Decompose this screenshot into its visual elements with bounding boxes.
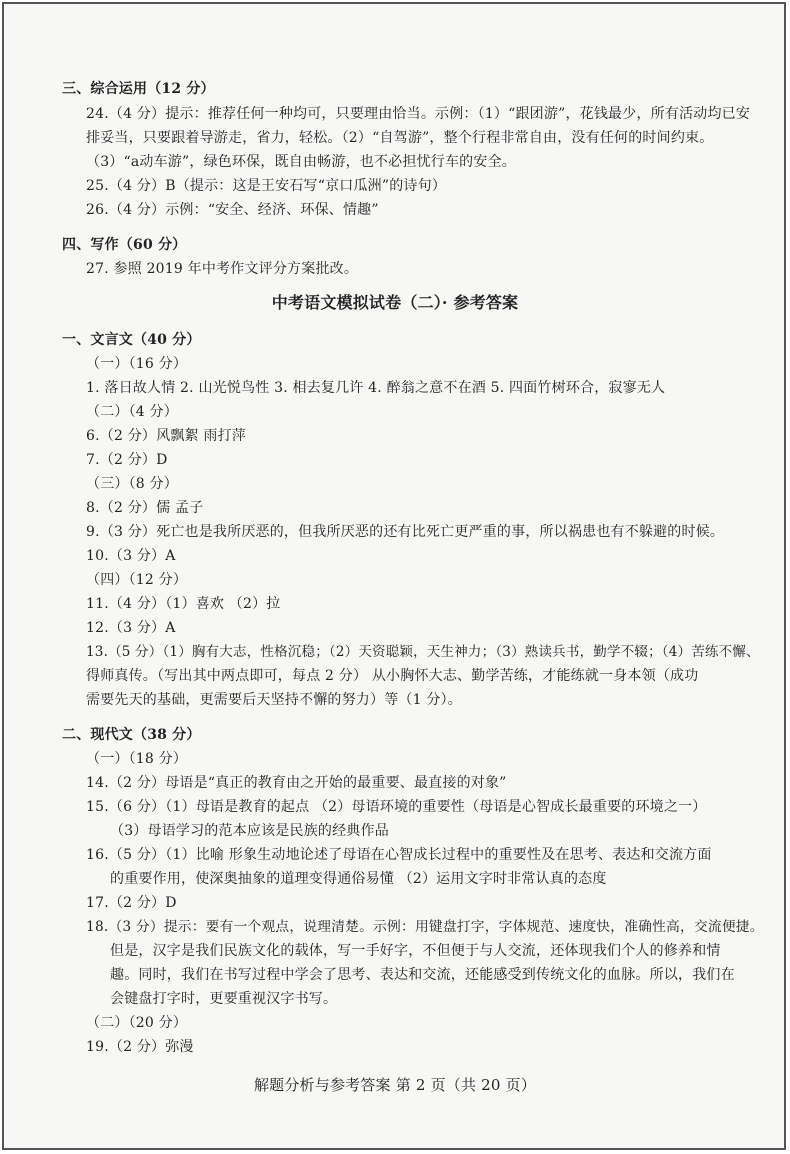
answer-18-line-3: 趣。同时，我们在书写过程中学会了思考、表达和交流，还能感受到传统文化的血脉。所以，我们在 <box>110 967 735 983</box>
answer-15-line-1: 15.（6 分）（1）母语是教育的起点 （2）母语环境的重要性（母语是心智成长最重要的环境之一） <box>86 799 707 815</box>
paper-title: 中考语文模拟试卷（二）· 参考答案 <box>271 293 519 312</box>
answer-16-line-2: 的重要作用，使深奥抽象的道理变得通俗易懂 （2）运用文字时非常认真的态度 <box>110 871 607 887</box>
section-3-header: 三、综合运用（12 分） <box>62 81 215 97</box>
answer-24-line-2: 排妥当，只要跟着导游走，省力，轻松。（2）“自驾游”，整个行程非常自由，没有任何的时间约束。 <box>86 130 714 146</box>
answer-12: 12.（3 分）A <box>86 620 176 636</box>
answer-11: 11.（4 分）（1）喜欢 （2）拉 <box>86 596 281 612</box>
answers-1-to-5: 1. 落日故人情 2. 山光悦鸟性 3. 相去复几许 4. 醉翁之意不在酒 5. 四面竹树环合，寂寥无人 <box>86 380 666 396</box>
part-1-header: （一）（16 分） <box>86 356 188 372</box>
section-4-header: 四、写作（60 分） <box>62 237 187 253</box>
section-1-header: 一、文言文（40 分） <box>62 332 201 348</box>
answer-18-line-1: 18.（3 分）提示：要有一个观点，说理清楚。示例：用键盘打字，字体规范、速度快，准确性高，交流便捷。 <box>86 919 764 935</box>
section-2-header: 二、现代文（38 分） <box>62 727 201 743</box>
answer-16-line-1: 16.（5 分）（1）比喻 形象生动地论述了母语在心智成长过程中的重要性及在思考、表达和交流方面 <box>86 847 712 863</box>
answer-17: 17.（2 分）D <box>86 895 177 911</box>
part-6-header: （二）（20 分） <box>86 1015 188 1031</box>
answer-19: 19.（2 分）弥漫 <box>86 1039 194 1055</box>
answer-8: 8.（2 分）儒 孟子 <box>86 500 204 516</box>
part-2-header: （二）（4 分） <box>86 404 178 420</box>
page-footer: 解题分析与参考答案 第 2 页（共 20 页） <box>253 1076 537 1094</box>
part-5-header: （一）（18 分） <box>86 751 188 767</box>
answer-6: 6.（2 分）风飘絮 雨打萍 <box>86 428 246 444</box>
answer-18-line-4: 会键盘打字时，更要重视汉字书写。 <box>110 991 338 1007</box>
answer-15-line-2: （3）母语学习的范本应该是民族的经典作品 <box>110 823 389 839</box>
answer-7: 7.（2 分）D <box>86 452 168 468</box>
answer-13-line-2: 得师真传。（写出其中两点即可，每点 2 分） 从小胸怀大志、勤学苦练，才能练就一身本领（成功 <box>86 668 699 684</box>
answer-13-line-3: 需要先天的基础，更需要后天坚持不懈的努力）等（1 分）。 <box>86 692 462 708</box>
answer-18-line-2: 但是，汉字是我们民族文化的载体，写一手好字，不但便于与人交流，还体现我们个人的修养和情 <box>110 943 721 959</box>
answer-10: 10.（3 分）A <box>86 548 176 564</box>
part-3-header: （三）（8 分） <box>86 476 178 492</box>
answer-26: 26.（4 分）示例：“安全、经济、环保、情趣” <box>86 202 379 218</box>
answer-27: 27. 参照 2019 年中考作文评分方案批改。 <box>86 261 359 277</box>
answer-14: 14.（2 分）母语是“真正的教育由之开始的最重要、最直接的对象” <box>86 775 507 791</box>
answer-24-line-1: 24.（4 分）提示：推荐任何一种均可，只要理由恰当。示例：（1）“跟团游”，花钱最少，所有活动均已安 <box>86 106 751 122</box>
answer-24-line-3: （3）“a动车游”，绿色环保，既自由畅游，也不必担忧行车的安全。 <box>86 154 516 170</box>
answer-25: 25.（4 分）B（提示：这是王安石写“京口瓜洲”的诗句） <box>86 178 447 194</box>
part-4-header: （四）（12 分） <box>86 572 188 588</box>
answer-9: 9.（3 分）死亡也是我所厌恶的，但我所厌恶的还有比死亡更严重的事，所以祸患也有不躲避的时候。 <box>86 524 725 540</box>
answer-13-line-1: 13.（5 分）（1）胸有大志，性格沉稳；（2）天资聪颖，天生神力；（3）熟读兵书，勤学不辍；（4）苦练不懈、 <box>86 644 760 660</box>
